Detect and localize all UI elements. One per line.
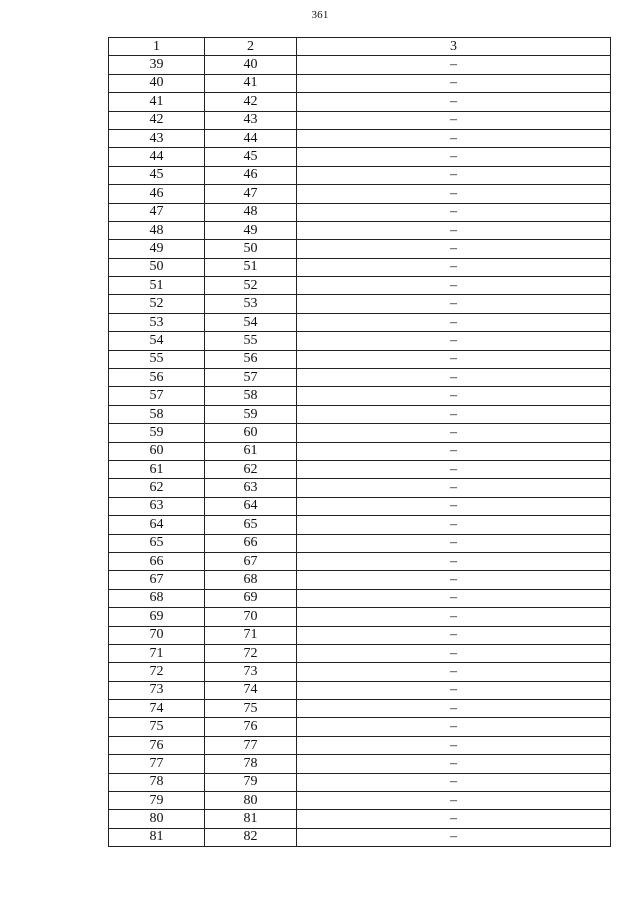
table-row	[109, 718, 611, 736]
table-body	[109, 56, 611, 847]
table-cell-col2: 79	[205, 773, 297, 791]
table-cell-col1: 67	[109, 571, 205, 589]
table-row	[109, 295, 611, 313]
table-cell-col2: 74	[205, 681, 297, 699]
table-row	[109, 111, 611, 129]
table-cell-col2: 41	[205, 74, 297, 92]
table-row	[109, 663, 611, 681]
table-cell-col1: 43	[109, 129, 205, 147]
table-cell-col1: 78	[109, 773, 205, 791]
table-cell-col1: 49	[109, 240, 205, 258]
table-cell-col2: 78	[205, 755, 297, 773]
table-cell-col1: 39	[109, 56, 205, 74]
table-cell-col1: 46	[109, 185, 205, 203]
table-row	[109, 166, 611, 184]
table-cell-col1: 50	[109, 258, 205, 276]
table-cell-col2: 64	[205, 497, 297, 515]
table-cell-col2: 55	[205, 332, 297, 350]
table-cell-col2: 54	[205, 313, 297, 331]
table-cell-col1: 48	[109, 221, 205, 239]
table-cell-col3: –	[297, 332, 611, 350]
table-row	[109, 552, 611, 570]
table-cell-col2: 40	[205, 56, 297, 74]
table-cell-col1: 66	[109, 552, 205, 570]
table-cell-col1: 54	[109, 332, 205, 350]
table-cell-col3: –	[297, 755, 611, 773]
table-cell-col2: 46	[205, 166, 297, 184]
table-cell-col3: –	[297, 369, 611, 387]
table-cell-col2: 42	[205, 93, 297, 111]
table-row	[109, 221, 611, 239]
table-row	[109, 479, 611, 497]
table-cell-col3: –	[297, 424, 611, 442]
table-cell-col3: –	[297, 479, 611, 497]
table-cell-col1: 53	[109, 313, 205, 331]
table-cell-col2: 59	[205, 405, 297, 423]
table-cell-col3: –	[297, 460, 611, 478]
table-cell-col1: 52	[109, 295, 205, 313]
table-header	[109, 38, 611, 56]
table-row	[109, 148, 611, 166]
table-cell-col3: –	[297, 203, 611, 221]
table-row	[109, 571, 611, 589]
table-row	[109, 589, 611, 607]
table-cell-col3: –	[297, 700, 611, 718]
table-cell-col1: 45	[109, 166, 205, 184]
table-row	[109, 755, 611, 773]
table-cell-col2: 52	[205, 277, 297, 295]
table-cell-col1: 60	[109, 442, 205, 460]
table-cell-col2: 47	[205, 185, 297, 203]
table-cell-col3: –	[297, 387, 611, 405]
table-cell-col1: 73	[109, 681, 205, 699]
table-cell-col3: –	[297, 773, 611, 791]
page-number: 361	[311, 9, 329, 21]
table-cell-col2: 67	[205, 552, 297, 570]
table-cell-col2: 44	[205, 129, 297, 147]
table-row	[109, 277, 611, 295]
table-cell-col2: 48	[205, 203, 297, 221]
table-cell-col1: 62	[109, 479, 205, 497]
table-row	[109, 332, 611, 350]
table-row	[109, 460, 611, 478]
table-cell-col1: 51	[109, 277, 205, 295]
header-cell-3: 3	[297, 38, 611, 56]
table-cell-col3: –	[297, 166, 611, 184]
table-cell-col3: –	[297, 221, 611, 239]
table-cell-col1: 40	[109, 74, 205, 92]
table-cell-col2: 70	[205, 608, 297, 626]
table-row	[109, 700, 611, 718]
table-cell-col2: 50	[205, 240, 297, 258]
table-cell-col2: 51	[205, 258, 297, 276]
table-row	[109, 626, 611, 644]
table-cell-col1: 65	[109, 534, 205, 552]
table-row	[109, 185, 611, 203]
table-cell-col1: 72	[109, 663, 205, 681]
table-cell-col3: –	[297, 111, 611, 129]
table-cell-col1: 80	[109, 810, 205, 828]
table-cell-col2: 71	[205, 626, 297, 644]
table-cell-col3: –	[297, 663, 611, 681]
table-cell-col1: 70	[109, 626, 205, 644]
table-cell-col2: 49	[205, 221, 297, 239]
table-cell-col3: –	[297, 442, 611, 460]
table-header-row	[109, 38, 611, 56]
table-cell-col1: 64	[109, 516, 205, 534]
table-row	[109, 497, 611, 515]
table-cell-col3: –	[297, 589, 611, 607]
table-cell-col3: –	[297, 313, 611, 331]
table-row	[109, 792, 611, 810]
table-cell-col3: –	[297, 516, 611, 534]
table-cell-col1: 56	[109, 369, 205, 387]
table-cell-col3: –	[297, 681, 611, 699]
table-cell-col2: 68	[205, 571, 297, 589]
table-cell-col3: –	[297, 626, 611, 644]
table-row	[109, 93, 611, 111]
table-cell-col3: –	[297, 736, 611, 754]
table-cell-col2: 43	[205, 111, 297, 129]
table-cell-col1: 81	[109, 828, 205, 846]
table-cell-col2: 60	[205, 424, 297, 442]
table-cell-col3: –	[297, 74, 611, 92]
table-cell-col1: 57	[109, 387, 205, 405]
table-cell-col2: 63	[205, 479, 297, 497]
table-cell-col1: 71	[109, 644, 205, 662]
table-cell-col3: –	[297, 718, 611, 736]
table-cell-col2: 69	[205, 589, 297, 607]
table-cell-col3: –	[297, 93, 611, 111]
table-row	[109, 516, 611, 534]
table-cell-col3: –	[297, 277, 611, 295]
table-cell-col1: 58	[109, 405, 205, 423]
table-row	[109, 258, 611, 276]
table-cell-col2: 61	[205, 442, 297, 460]
table-cell-col2: 72	[205, 644, 297, 662]
table-cell-col1: 42	[109, 111, 205, 129]
table-cell-col1: 75	[109, 718, 205, 736]
table-row	[109, 773, 611, 791]
table-cell-col3: –	[297, 258, 611, 276]
table-cell-col3: –	[297, 828, 611, 846]
table-row	[109, 74, 611, 92]
table-cell-col2: 65	[205, 516, 297, 534]
table-row	[109, 534, 611, 552]
table-cell-col2: 56	[205, 350, 297, 368]
table-row	[109, 828, 611, 846]
table-cell-col2: 76	[205, 718, 297, 736]
table-cell-col3: –	[297, 405, 611, 423]
table-cell-col1: 44	[109, 148, 205, 166]
table-row	[109, 810, 611, 828]
table-cell-col2: 53	[205, 295, 297, 313]
table-row	[109, 405, 611, 423]
table-cell-col3: –	[297, 608, 611, 626]
table-cell-col3: –	[297, 240, 611, 258]
table-cell-col3: –	[297, 644, 611, 662]
table-cell-col1: 61	[109, 460, 205, 478]
table-cell-col3: –	[297, 792, 611, 810]
table-row	[109, 129, 611, 147]
table-cell-col1: 77	[109, 755, 205, 773]
table-cell-col3: –	[297, 56, 611, 74]
table-row	[109, 644, 611, 662]
table-cell-col3: –	[297, 148, 611, 166]
table-cell-col1: 69	[109, 608, 205, 626]
table-cell-col2: 80	[205, 792, 297, 810]
table-row	[109, 387, 611, 405]
table-row	[109, 56, 611, 74]
table-cell-col2: 73	[205, 663, 297, 681]
table-cell-col1: 47	[109, 203, 205, 221]
table-row	[109, 203, 611, 221]
data-table	[108, 37, 611, 847]
table-cell-col1: 68	[109, 589, 205, 607]
table-cell-col3: –	[297, 810, 611, 828]
table-cell-col3: –	[297, 185, 611, 203]
table-cell-col1: 55	[109, 350, 205, 368]
table-cell-col1: 59	[109, 424, 205, 442]
table-row	[109, 736, 611, 754]
table-cell-col3: –	[297, 497, 611, 515]
table-cell-col1: 79	[109, 792, 205, 810]
table-row	[109, 240, 611, 258]
table-cell-col2: 45	[205, 148, 297, 166]
table-row	[109, 608, 611, 626]
header-cell-1: 1	[109, 38, 205, 56]
table-cell-col1: 74	[109, 700, 205, 718]
header-cell-2: 2	[205, 38, 297, 56]
table-row	[109, 424, 611, 442]
table-cell-col2: 75	[205, 700, 297, 718]
table-cell-col1: 41	[109, 93, 205, 111]
table-cell-col1: 63	[109, 497, 205, 515]
table-row	[109, 313, 611, 331]
table-row	[109, 350, 611, 368]
table-row	[109, 442, 611, 460]
table-cell-col3: –	[297, 534, 611, 552]
table-cell-col3: –	[297, 571, 611, 589]
table-cell-col3: –	[297, 552, 611, 570]
table-row	[109, 681, 611, 699]
table-cell-col2: 77	[205, 736, 297, 754]
table-cell-col2: 62	[205, 460, 297, 478]
table-row	[109, 369, 611, 387]
table-cell-col3: –	[297, 350, 611, 368]
table-cell-col2: 82	[205, 828, 297, 846]
table-cell-col2: 58	[205, 387, 297, 405]
table-cell-col2: 81	[205, 810, 297, 828]
table-cell-col3: –	[297, 129, 611, 147]
table-cell-col1: 76	[109, 736, 205, 754]
table-cell-col2: 57	[205, 369, 297, 387]
table-cell-col3: –	[297, 295, 611, 313]
table-cell-col2: 66	[205, 534, 297, 552]
